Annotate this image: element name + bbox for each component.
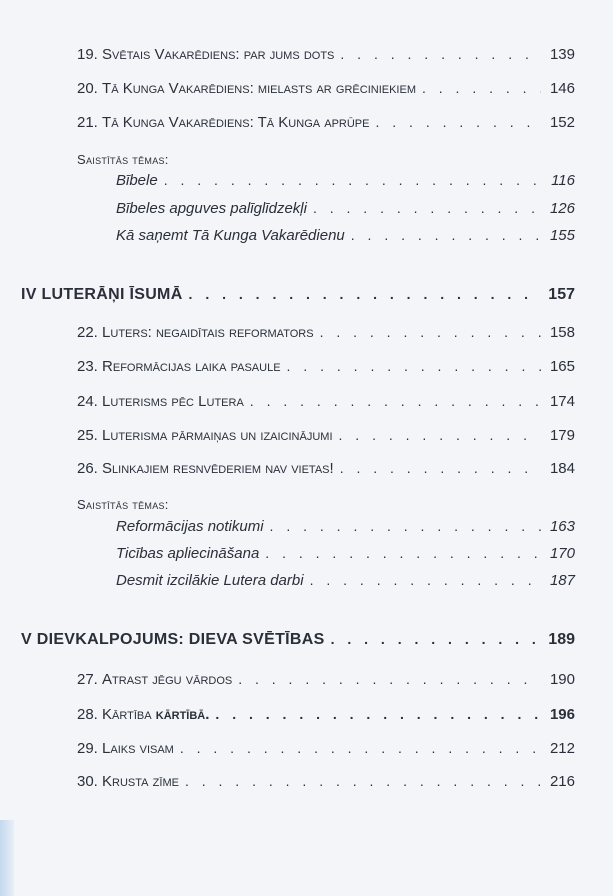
dot-leader (238, 671, 541, 687)
section-heading-v[interactable]: V DIEVKALPOJUMS: DIEVA SVĒTĪBAS . . . 189 (0, 631, 613, 655)
entry-label: 21. Tā Kunga Vakarēdiens: Tā Kunga aprūpe (77, 114, 370, 131)
related-topic[interactable]: Desmit izcilākie Lutera darbi . . . 187 (0, 572, 613, 596)
related-topic[interactable]: Kā saņemt Tā Kunga Vakarēdienu . . . 155 (0, 227, 613, 251)
dot-leader (351, 227, 541, 243)
toc-entry-27[interactable]: 27. Atrast jēgu vārdos . . . 190 (0, 671, 613, 695)
dot-leader (265, 545, 541, 561)
related-topics-heading: Saistītās tēmas: (77, 152, 169, 167)
dot-leader (270, 518, 541, 534)
section-heading-iv[interactable]: IV LUTERĀŅI ĪSUMĀ . . . 157 (0, 286, 613, 310)
related-topics-heading: Saistītās tēmas: (77, 497, 169, 512)
dot-leader (422, 80, 541, 96)
dot-leader (340, 46, 541, 62)
entry-label: 19. Svētais Vakarēdiens: par jums dots (77, 46, 335, 63)
toc-entry-24[interactable]: 24. Luterisms pēc Lutera . . . 174 (0, 393, 613, 417)
page-number: 139 (549, 46, 575, 63)
dot-leader (287, 358, 541, 374)
dot-leader (180, 740, 541, 756)
dot-leader (189, 286, 541, 302)
toc-entry-23[interactable]: 23. Reformācijas laika pasaule . . . 165 (0, 358, 613, 382)
dot-leader (339, 427, 541, 443)
toc-entry-26[interactable]: 26. Slinkajiem resnvēderiem nav vietas! . . . 184 (0, 460, 613, 484)
toc-entry-25[interactable]: 25. Luterisma pārmaiņas un izaicinājumi . . . 179 (0, 427, 613, 451)
toc-entry-19[interactable] (0, 46, 613, 70)
page-edge-shadow (0, 820, 14, 896)
entry-label: 20. Tā Kunga Vakarēdiens: mielasts ar grēciniekiem (77, 80, 416, 97)
dot-leader (164, 172, 541, 188)
related-topic[interactable]: Ticības apliecināšana . . . 170 (0, 545, 613, 569)
dot-leader (320, 324, 541, 340)
related-topic[interactable]: Reformācijas notikumi . . . 163 (0, 518, 613, 542)
toc-entry-28[interactable]: 28. Kārtība kārtībā. . . . 196 (0, 706, 613, 730)
dot-leader (215, 706, 541, 722)
dot-leader (250, 393, 541, 409)
dot-leader (340, 460, 541, 476)
toc-entry-20[interactable] (0, 80, 613, 104)
toc-entry-29[interactable]: 29. Laiks visam . . . 212 (0, 740, 613, 764)
dot-leader (313, 200, 541, 216)
page-number: 152 (549, 114, 575, 131)
related-topic[interactable]: Bībeles apguves palīglīdzekļi . . . 126 (0, 200, 613, 224)
dot-leader (185, 773, 541, 789)
toc-entry-30[interactable]: 30. Krusta zīme . . . 216 (0, 773, 613, 797)
dot-leader (331, 631, 541, 647)
related-topic[interactable]: Bībele . . . 116 (0, 172, 613, 196)
toc-entry-22[interactable]: 22. Luters: negaidītais reformators . . . 158 (0, 324, 613, 348)
page-number: 146 (549, 80, 575, 97)
dot-leader (310, 572, 541, 588)
toc-entry-21[interactable] (0, 114, 613, 138)
dot-leader (376, 114, 542, 130)
